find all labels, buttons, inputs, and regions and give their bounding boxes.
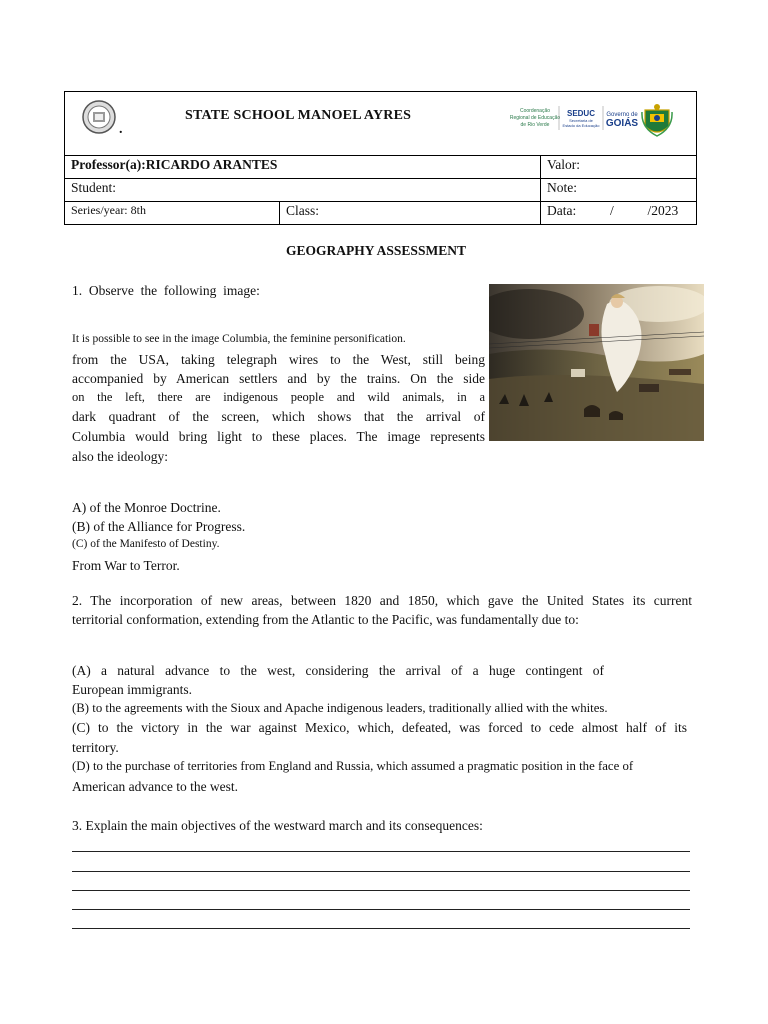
q1-text-line: Columbia would bring light to these places. The image represents (72, 429, 485, 444)
q1-text-line: from the USA, taking telegraph wires to the West, still being (72, 352, 485, 367)
q1-text-line: dark quadrant of the screen, which shows that the arrival of (72, 409, 485, 424)
american-progress-painting (489, 284, 704, 441)
q1-option-d: From War to Terror. (72, 558, 180, 573)
q1-option-a: A) of the Monroe Doctrine. (72, 500, 221, 515)
goias-government-logo (499, 102, 679, 142)
q1-option-c: (C) of the Manifesto of Destiny. (72, 538, 220, 550)
q2-option-a: (A) a natural advance to the west, considering the arrival of a huge contingent of (72, 663, 604, 678)
q1-option-b: (B) of the Alliance for Progress. (72, 519, 246, 534)
q2-prompt-line: 2. The incorporation of new areas, between 1820 and 1850, which gave the United States its current (72, 593, 692, 608)
gov-line1: Governo de (606, 112, 638, 118)
header-dot: . (119, 122, 123, 137)
coat-of-arms-icon (642, 104, 672, 136)
professor-field: Professor(a):RICARDO ARANTES (71, 157, 278, 172)
seduc-sub2: Estado da Educação (562, 123, 600, 128)
series-field: Series/year: 8th (71, 203, 146, 217)
q1-text-line: on the left, there are indigenous people and wild animals, in a (72, 390, 485, 404)
date-field: Data: / /2023 (547, 203, 679, 218)
q2-prompt-line: territorial conformation, extending from the Atlantic to the Pacific, was fundamentally due to: (72, 612, 579, 627)
q2-option-c-cont: territory. (72, 740, 119, 755)
q2-option-a-cont: European immigrants. (72, 682, 192, 697)
q1-text-line: It is possible to see in the image Columbia, the feminine personification. (72, 333, 406, 345)
school-seal-icon (82, 100, 116, 134)
q2-option-d: (D) to the purchase of territories from England and Russia, which assumed a pragmatic position in the face of (72, 759, 634, 773)
school-name: STATE SCHOOL MANOEL AYRES (185, 108, 412, 123)
seduc-label: SEDUC (566, 109, 596, 118)
header-table (64, 91, 697, 225)
coord-line2: Regional de Educação (509, 115, 561, 121)
class-field: Class: (286, 203, 320, 218)
q1-text-line: also the ideology: (72, 449, 168, 464)
answer-line[interactable] (72, 909, 690, 910)
gov-line2: GOIÁS (605, 118, 639, 129)
student-field: Student: (71, 180, 117, 195)
coord-line3: de Rio Verde (520, 122, 550, 128)
q1-prompt: 1. Observe the following image: (72, 283, 260, 298)
q2-option-d-cont: American advance to the west. (72, 779, 239, 794)
note-field: Note: (547, 180, 577, 195)
answer-line[interactable] (72, 851, 690, 852)
q3-prompt: 3. Explain the main objectives of the westward march and its consequences: (72, 818, 483, 833)
answer-line[interactable] (72, 871, 690, 872)
answer-line[interactable] (72, 928, 690, 929)
seduc-sub1: Secretaria de (569, 118, 593, 123)
document-title: GEOGRAPHY ASSESSMENT (286, 243, 466, 258)
coord-line1: Coordenação (519, 108, 551, 114)
q2-option-c: (C) to the victory in the war against Mexico, which, defeated, was forced to cede almost half of its (72, 720, 687, 735)
answer-line[interactable] (72, 890, 690, 891)
valor-field: Valor: (547, 157, 580, 172)
q2-option-b: (B) to the agreements with the Sioux and Apache indigenous leaders, traditionally allied with the whites. (72, 701, 608, 715)
q1-text-line: accompanied by American settlers and by the trains. On the side (72, 371, 485, 386)
